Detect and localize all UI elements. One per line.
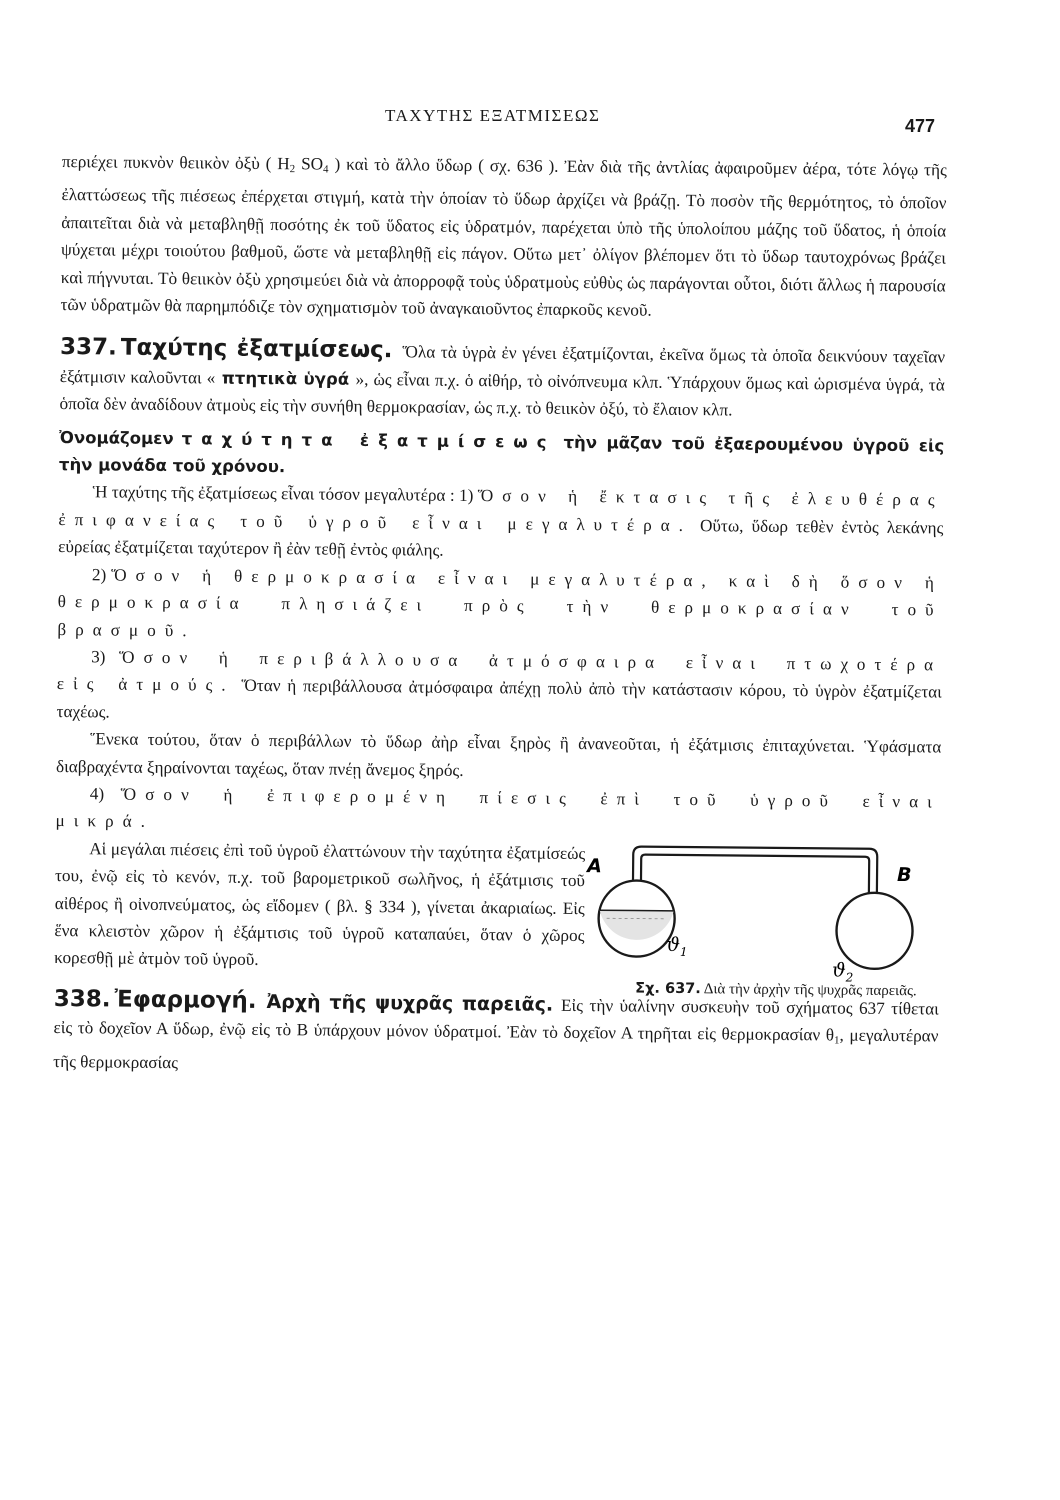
factor-2-paragraph: [57, 561, 943, 652]
section-337-text-b: », ὡς εἶναι π.χ. ὁ αἰθήρ, τὸ οἰνόπνευμα κλπ. Ὑπάρχουν ὅμως καὶ ὡρισμένα ὑγρά, τὰ ὁποῖα δὲν ἀναδίδουν ἀτμοὺς εἰς τὴν συνήθη θερμοκρασίαν, ὡς π.χ. τὸ θειικὸν ὀξύ, τὸ ἔλαιον κλπ.: [59, 369, 945, 420]
formula-subscript-2: 2: [289, 163, 296, 176]
factor-3-text: Ὅταν ἡ περιβάλλουσα ἀτμόσφαιρα ἀπέχῃ πολὺ ἀπὸ τὴν κατάστασιν κόρου, τὸ ὑγρὸν ἐξατμίζεται ταχέως.: [56, 676, 942, 722]
page-number: 477: [905, 116, 936, 136]
theta-subscript: 1: [833, 1034, 840, 1047]
section-337-paragraph: [59, 334, 945, 426]
running-title: ΤΑΧΥΤΗΣ ΕΞΑΤΜΙΣΕΩΣ: [385, 106, 601, 125]
factor-2-spaced: Ὅσον ἡ θερμοκρασία εἶναι μεγαλυτέρα, καὶ δὴ ὅσον ἡ θερμοκρασία πλησιάζει πρὸς τὴν θερμοκρασίαν τοῦ βρασμοῦ.: [57, 565, 943, 640]
factor-1-spaced: Ὅσον ἡ ἔκτασις τῆς ἐλευθέρας ἐπιφανείας τοῦ ὑγροῦ εἶναι μεγαλυτέρα.: [58, 486, 944, 535]
pressure-paragraph: Αἱ μεγάλαι πιέσεις ἐπὶ τοῦ ὑγροῦ ἐλαττώνουν τὴν ταχύτητα ἐξατμίσεώς του, ἐνῷ εἰς τὸ κενόν, π.χ. τοῦ βαρομετρικοῦ σωλῆνος, ἡ ἐξάτμισις τοῦ αἰθέρος ἢ οἰνοπνεύματος, ὡς εἴδομεν ( βλ. § 334 ), γίνεται ἀκαριαίως. Εἰς ἕνα κλειστὸν χῶρον ἡ ἐξάμτισις τοῦ ὑγροῦ καταπαύει, ὅταν ὁ χῶρος κορεσθῇ μὲ ἀτμὸν τοῦ ὑγροῦ.: [54, 839, 586, 970]
formula-subscript-4: 4: [323, 163, 329, 176]
factor-4-spaced: Ὅσον ἡ ἐπιφερομένη πίεσις ἐπὶ τοῦ ὑγροῦ εἶναι μικρά.: [55, 784, 941, 832]
factor-4-paragraph: [55, 780, 940, 843]
factor-1-paragraph: [58, 478, 944, 569]
label-theta2: $ϑ_2$: [832, 959, 854, 984]
factor-4-number: 4): [89, 784, 105, 804]
section-338-number: 338.: [53, 985, 111, 1013]
factor-2-number: 2): [91, 564, 107, 585]
intro-text-c: ) καὶ τὸ ἄλλο ὕδωρ ( σχ. 636 ). Ἐὰν διὰ τῆς ἀντλίας ἀφαιροῦμεν ἀέρα, τότε λόγῳ τῆς ἐλαττώσεως τῆς πιέσεως ἐπέρχεται στιγμή, κατὰ τὴν ὁποίαν τὸ ὕδωρ ἀρχίζει νὰ βράζῃ. Τὸ ποσὸν τῆς θερμότητος, τὸ ὁποῖον ἀπαιτεῖται διὰ νὰ μεταβληθῇ ποσότης ἐκ τοῦ ὕδατος εἰς ὑδρατμόν, παρέχεται ὑπὸ τῆς ὑπολοίπου μάζης τοῦ ὕδατος, ἡ ὁποία ψύχεται μέχρι τοιούτου βαθμοῦ, ὥστε νὰ μεταβληθῇ εἰς πάγον. Οὕτω μετ᾿ ὀλίγον βλέπομεν ὅτι τὸ ὕδωρ ταυτοχρόνως βράζει καὶ πήγνυται. Τὸ θειικὸν ὀξὺ χρησιμεύει διὰ νὰ ἀπορροφᾷ τοὺς ὑδρατμοὺς εὐθὺς ὡς παράγονται οὗτοι, διότι ἄλλως ἡ παρουσία τῶν ὑδρατμῶν θὰ παρημπόδιζε τὸν σχηματισμὸν τοῦ ἀναγκαιοῦντος ἐπαρκοῦς κενοῦ.: [60, 154, 947, 320]
intro-text-b: SO: [295, 154, 324, 174]
factor-3-spaced: Ὅσον ἡ περιβάλλουσα ἀτμόσφαιρα εἶναι πτωχοτέρα εἰς ἀτμούς.: [56, 647, 943, 695]
section-338-text-a: Εἰς τὴν ὑαλίνην συσκευὴν τοῦ σχήματος 637 τίθεται εἰς τὸ δοχεῖον Α ὕδωρ, ἐνῷ εἰς τὸ Β ὑπάρχουν μόνον ὑδρατμοί. Ἐὰν τὸ δοχεῖον Α τηρῆται εἰς θερμοκρασίαν θ: [53, 995, 939, 1045]
intro-paragraph: [60, 148, 947, 327]
water-surface: [600, 910, 674, 911]
section-338-title: Ἐφαρμογή.: [114, 986, 257, 1014]
figure-637-number: Σχ. 637.: [635, 980, 701, 997]
section-338-subtitle: Ἀρχὴ τῆς ψυχρᾶς παρειᾶς.: [266, 990, 554, 1016]
tube-inner: [641, 854, 869, 894]
section-337-number: 337.: [59, 334, 117, 361]
label-b: B: [896, 863, 912, 886]
definition-term: ταχύτητα ἐξατμίσεως: [181, 428, 556, 452]
label-a: A: [587, 854, 602, 877]
flask-b: [836, 892, 913, 969]
body-text: [53, 148, 947, 1083]
definition-paragraph: [59, 424, 944, 487]
definition-body: τὴν μᾶζαν τοῦ ἐξαερουμένου ὑγροῦ εἰς τὴν μονάδα τοῦ χρόνου.: [58, 432, 945, 477]
factor-1-intro: Ἡ ταχύτης τῆς ἐξατμίσεως εἶναι τόσον μεγαλυτέρα : 1): [92, 482, 474, 506]
label-theta1: $ϑ_1$: [666, 933, 688, 959]
factor-3-number: 3): [91, 647, 106, 667]
factor-3-paragraph: [56, 643, 942, 734]
figure-637-caption-text: Διὰ τὴν ἀρχὴν τῆς ψυχρᾶς παρειᾶς.: [703, 980, 917, 999]
section-337-title: Ταχύτης ἐξατμίσεως.: [120, 335, 393, 364]
pressure-block: [54, 835, 940, 999]
volatile-liquids-term: πτητικὰ ὑγρά: [215, 368, 356, 389]
page-header: [0, 106, 1060, 136]
definition-lead: Ὀνομάζομεν: [59, 427, 174, 448]
factor-1-text: Οὕτω, ὕδωρ τεθὲν ἐντὸς λεκάνης εὐρείας ἐξατμίζεται ταχύτερον ἢ ἐὰν τεθῇ ἐντὸς φιάλης.: [58, 516, 944, 560]
section-338-text-b: , μεγαλυτέραν τῆς θερμοκρασίας: [53, 1025, 939, 1072]
figure-637-caption: [606, 978, 946, 1001]
section-337-text-a: Ὅλα τὰ ὑγρὰ ἐν γένει ἐξατμίζονται, ἐκεῖνα ὅμως τὰ ὁποῖα δεικνύουν ταχεῖαν ἐξάτμισιν καλοῦνται «: [59, 342, 946, 388]
cold-wall-apparatus-diagram: [584, 840, 945, 983]
intro-text-a: περιέχει πυκνὸν θειικὸν ὀξὺ ( H: [61, 151, 290, 174]
drying-paragraph: Ἕνεκα τούτου, ὅταν ὁ περιβάλλων τὸ ὕδωρ ἀὴρ εἶναι ξηρὸς ἢ ἀνανεοῦται, ἡ ἐξάτμισις ἐπιταχύνεται. Ὑφάσματα διαβραχέντα ξηραίνονται ταχέως, ὅταν πνέῃ ἄνεμος ξηρός.: [55, 729, 942, 780]
figure-637: [584, 840, 946, 1018]
